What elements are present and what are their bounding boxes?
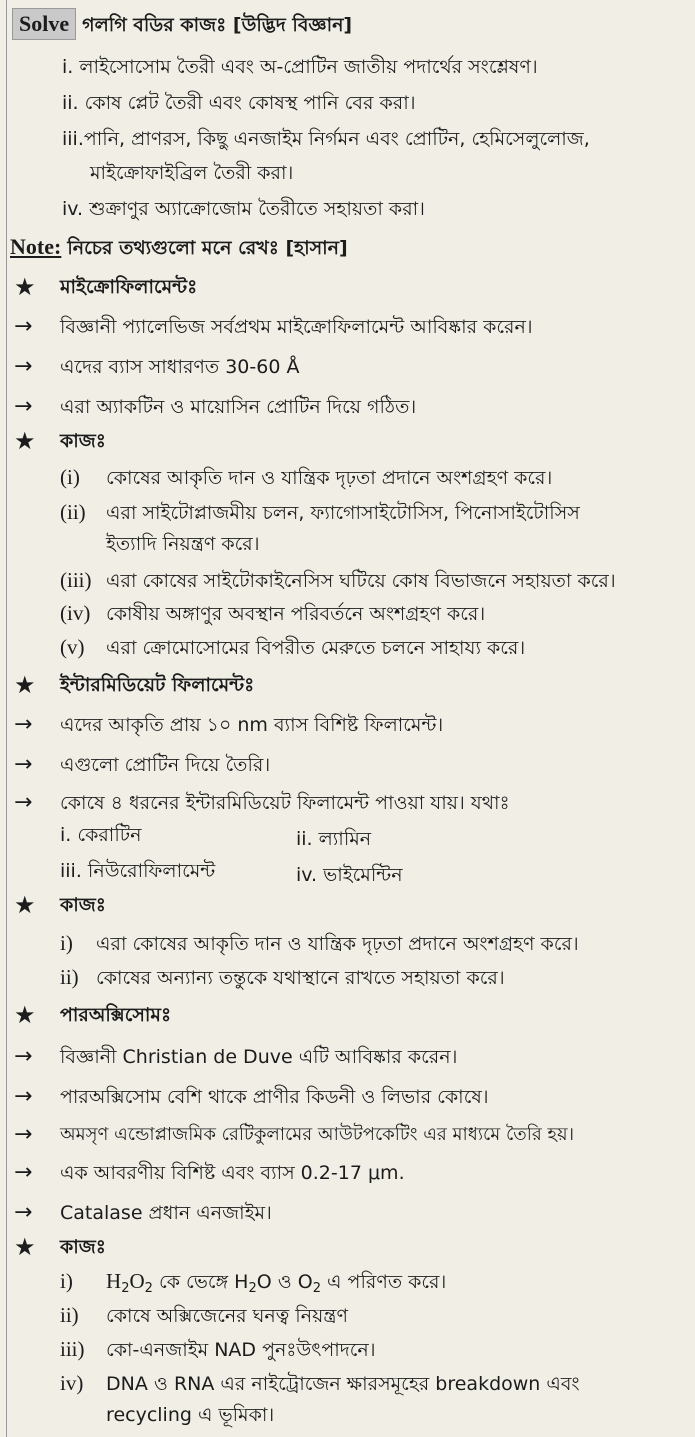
arrow-icon: → xyxy=(14,1200,33,1225)
work-text: O ও O xyxy=(256,1271,313,1293)
work-num: (ii) xyxy=(60,500,86,524)
arrow-icon: → xyxy=(14,394,33,419)
work-text: এরা সাইটোপ্লাজমীয় চলন, ফ্যাগোসাইটোসিস, পিনোসাইটোসিস xyxy=(106,502,580,524)
star-icon: ★ xyxy=(14,273,36,301)
work-heading: কাজঃ xyxy=(60,430,106,452)
work-num: iv) xyxy=(60,1371,84,1395)
work-text: এরা কোষের সাইটোকাইনেসিস ঘটিয়ে কোষ বিভাজনে সহায়তা করে। xyxy=(106,570,616,592)
star-icon: ★ xyxy=(14,427,36,455)
work-num: i) xyxy=(60,931,73,955)
page-edge xyxy=(6,0,7,1437)
work-item xyxy=(60,462,552,493)
work-item xyxy=(60,565,616,596)
work-item xyxy=(60,1368,580,1399)
star-icon: ★ xyxy=(14,891,36,919)
work-item xyxy=(60,928,579,959)
golgi-item: i. লাইসোসোম তৈরী এবং অ-প্রোটিন জাতীয় পদার্থের সংশ্লেষণ। xyxy=(62,56,538,78)
header-line xyxy=(12,8,352,40)
star-icon: ★ xyxy=(14,671,36,699)
subscript: 2 xyxy=(144,1281,153,1296)
work-text: কো-এনজাইম NAD পুনঃউৎপাদনে। xyxy=(106,1339,376,1361)
work-item xyxy=(60,598,485,629)
work-num: (iv) xyxy=(60,601,91,625)
work-text: কোষে অক্সিজেনের ঘনত্ব নিয়ন্ত্রণ xyxy=(106,1305,348,1327)
work-item xyxy=(60,1334,376,1365)
point: বিজ্ঞানী প্যালেভিজ সর্বপ্রথম মাইক্রোফিলামেন্ট আবিষ্কার করেন। xyxy=(60,316,533,338)
work-text: ইত্যাদি নিয়ন্ত্রণ করে। xyxy=(106,533,260,555)
work-item xyxy=(60,1400,274,1430)
solve-tag: Solve xyxy=(12,8,76,40)
section-heading: পারঅক্সিসোমঃ xyxy=(60,1004,172,1026)
golgi-item: মাইক্রোফাইব্রিল তৈরী করা। xyxy=(90,162,294,184)
point: এরা অ্যাকটিন ও মায়োসিন প্রোটিন দিয়ে গঠিত। xyxy=(60,396,417,418)
o-symbol: O xyxy=(129,1269,145,1293)
note-line xyxy=(10,232,348,263)
type-item: ii. ল্যামিন xyxy=(296,828,372,850)
arrow-icon: → xyxy=(14,1044,33,1069)
section-heading: ইন্টারমিডিয়েট ফিলামেন্টঃ xyxy=(60,674,255,696)
star-icon: ★ xyxy=(14,1001,36,1029)
note-label: Note: xyxy=(10,234,62,259)
star-icon: ★ xyxy=(14,1233,36,1261)
work-text: recycling এ ভূমিকা। xyxy=(106,1404,275,1426)
subscript: 2 xyxy=(121,1281,130,1296)
type-item: iii. নিউরোফিলামেন্ট xyxy=(60,860,216,882)
note-text: নিচের তথ্যগুলো মনে রেখঃ [হাসান] xyxy=(67,237,348,259)
work-num: (iii) xyxy=(60,568,92,592)
point: কোষে ৪ ধরনের ইন্টারমিডিয়েট ফিলামেন্ট পাওয়া যায়। যথাঃ xyxy=(60,792,510,814)
work-item xyxy=(60,1300,348,1331)
work-heading: কাজঃ xyxy=(60,1236,106,1258)
point: এক আবরণীয় বিশিষ্ট এবং ব্যাস 0.2-17 μm. xyxy=(60,1162,405,1184)
point: অমসৃণ এন্ডোপ্লাজমিক রেটিকুলামের আউটপকেটিং এর মাধ্যমে তৈরি হয়। xyxy=(60,1124,575,1145)
golgi-item: iii.পানি, প্রাণরস, কিছু এনজাইম নির্গমন এবং প্রোটিন, হেমিসেলুলোজ, xyxy=(62,128,590,150)
work-num: (i) xyxy=(60,465,80,489)
subscript: 2 xyxy=(248,1281,257,1296)
work-text: কোষের আকৃতি দান ও যান্ত্রিক দৃঢ়তা প্রদানে অংশগ্রহণ করে। xyxy=(106,467,553,489)
work-text: এরা ক্রোমোসোমের বিপরীত মেরুতে চলনে সাহায্য করে। xyxy=(106,637,526,659)
work-num: (v) xyxy=(60,635,85,659)
work-text: এ পরিণত করে। xyxy=(321,1271,447,1293)
point: পারঅক্সিসোম বেশি থাকে প্রাণীর কিডনী ও লিভার কোষে। xyxy=(60,1086,489,1108)
work-num: i) xyxy=(60,1269,73,1293)
work-item xyxy=(60,632,525,663)
point: Catalase প্রধান এনজাইম। xyxy=(60,1202,272,1224)
arrow-icon: → xyxy=(14,752,33,777)
arrow-icon: → xyxy=(14,354,33,379)
point: এদের আকৃতি প্রায় ১০ nm ব্যাস বিশিষ্ট ফিলামেন্ট। xyxy=(60,714,444,736)
arrow-icon: → xyxy=(14,1084,33,1109)
golgi-item: iv. শুক্রাণুর অ্যাক্রোজোম তৈরীতে সহায়তা করা। xyxy=(62,198,425,220)
subscript: 2 xyxy=(312,1281,322,1296)
section-heading: মাইক্রোফিলামেন্টঃ xyxy=(60,276,198,298)
h-symbol: H xyxy=(106,1269,122,1293)
point: এগুলো প্রোটিন দিয়ে তৈরি। xyxy=(60,754,271,776)
arrow-icon: → xyxy=(14,1160,33,1185)
arrow-icon: → xyxy=(14,790,33,815)
work-item xyxy=(60,529,260,559)
point: এদের ব্যাস সাধারণত 30-60 Å xyxy=(60,356,300,378)
work-text: কোষীয় অঙ্গাণুর অবস্থান পরিবর্তনে অংশগ্রহণ করে। xyxy=(106,603,486,625)
work-item xyxy=(60,497,580,528)
work-text: এরা কোষের আকৃতি দান ও যান্ত্রিক দৃঢ়তা প্রদানে অংশগ্রহণ করে। xyxy=(96,933,579,955)
work-text: DNA ও RNA এর নাইট্রোজেন ক্ষারসমূহের breakdown এবং xyxy=(106,1373,580,1395)
golgi-item: ii. কোষ প্লেট তৈরী এবং কোষস্থ পানি বের করা। xyxy=(62,92,416,114)
work-num: ii) xyxy=(60,1303,79,1327)
type-item: iv. ভাইমেন্টিন xyxy=(296,864,403,886)
work-item xyxy=(60,962,505,993)
work-heading: কাজঃ xyxy=(60,894,106,916)
work-num: iii) xyxy=(60,1337,85,1361)
arrow-icon: → xyxy=(14,314,33,339)
header-title: গলগি বডির কাজঃ [উদ্ভিদ বিজ্ঞান] xyxy=(82,14,353,36)
point: বিজ্ঞানী Christian de Duve এটি আবিষ্কার করেন। xyxy=(60,1046,458,1068)
arrow-icon: → xyxy=(14,712,33,737)
work-num: ii) xyxy=(60,965,79,989)
arrow-icon: → xyxy=(14,1122,33,1147)
work-item-h2o2 xyxy=(60,1266,446,1304)
work-text: কোষের অন্যান্য তন্তুকে যথাস্থানে রাখতে সহায়তা করে। xyxy=(96,967,505,989)
work-text: কে ভেঙ্গে H xyxy=(152,1271,249,1293)
type-item: i. কেরাটিন xyxy=(60,824,142,846)
